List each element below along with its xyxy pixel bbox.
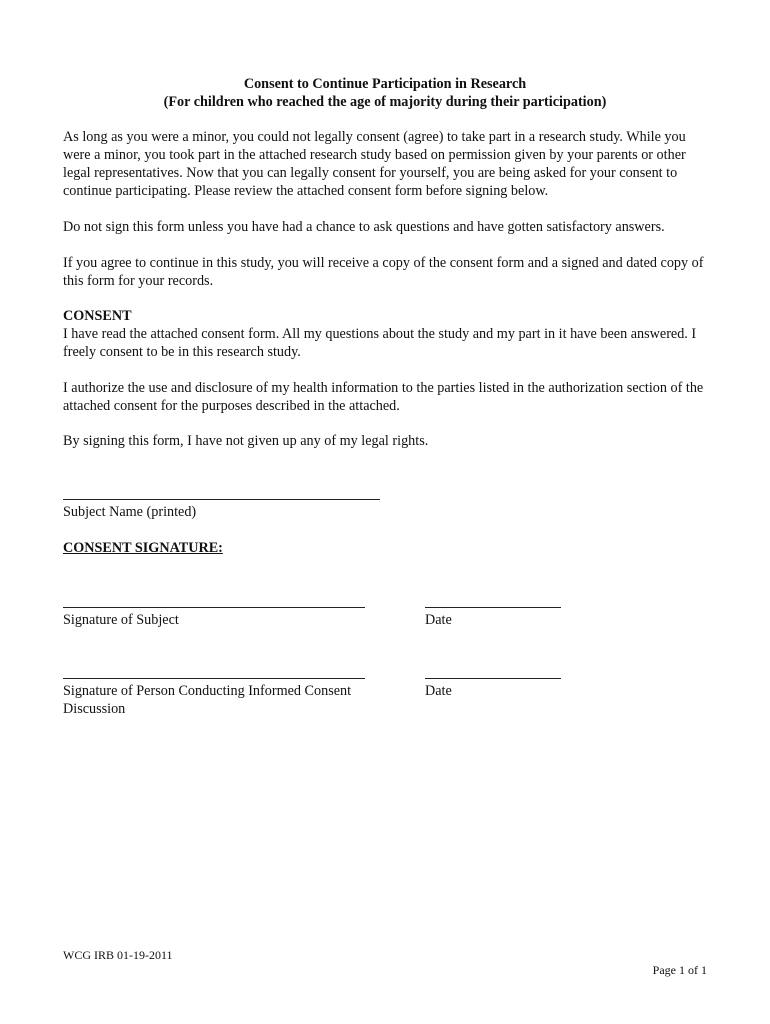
page-number: Page 1 of 1 <box>652 963 707 977</box>
document-title-block <box>0 75 770 111</box>
person-signature-label: Signature of Person Conducting Informed Consent Discussion <box>63 683 352 717</box>
subject-signature-label: Signature of Subject <box>63 612 179 628</box>
legal-rights-paragraph: By signing this form, I have not given up any of my legal rights. <box>63 433 429 449</box>
subject-signature-line[interactable] <box>63 607 365 608</box>
document-subtitle: (For children who reached the age of majority during their participation) <box>163 94 607 110</box>
subject-name-label: Subject Name (printed) <box>63 504 197 520</box>
signature-heading: CONSENT SIGNATURE: <box>63 540 223 556</box>
subject-date-label: Date <box>425 612 452 628</box>
person-date-line[interactable] <box>425 678 561 679</box>
consent-heading: CONSENT <box>63 308 132 324</box>
subject-date-line[interactable] <box>425 607 561 608</box>
consent-statement: I have read the attached consent form. All my questions about the study and my part in it have been answered. I freely consent to be in this research study. <box>63 326 697 360</box>
person-date-label: Date <box>425 683 452 699</box>
copy-notice-paragraph: If you agree to continue in this study, you will receive a copy of the consent form and a signed and dated copy of this form for your records. <box>63 255 704 289</box>
subject-name-line[interactable] <box>63 499 380 500</box>
form-id: WCG IRB 01-19-2011 <box>63 948 173 962</box>
authorization-paragraph: I authorize the use and disclosure of my health information to the parties listed in the authorization section of the attached consent for the purposes described in the attached. <box>63 380 704 414</box>
intro-paragraph: As long as you were a minor, you could not legally consent (agree) to take part in a research study. While you were a minor, you took part in the attached research study based on permission given by your parents or other legal representatives. Now that you can legally consent for yourself, you are being asked for your consent to continue participating. Please review the attached consent form before signing below. <box>63 129 686 199</box>
person-signature-line[interactable] <box>63 678 365 679</box>
document-title: Consent to Continue Participation in Research <box>243 76 527 92</box>
do-not-sign-paragraph: Do not sign this form unless you have had a chance to ask questions and have gotten satisfactory answers. <box>63 219 665 235</box>
